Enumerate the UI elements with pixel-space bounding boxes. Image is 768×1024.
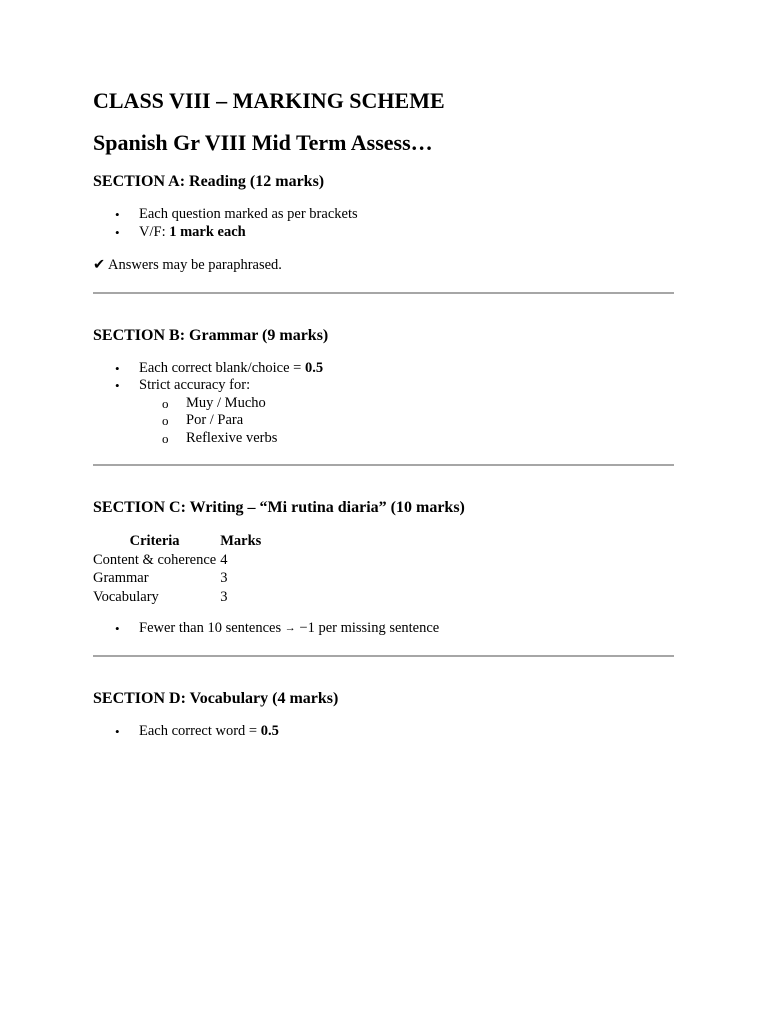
bullet-text: −1 per missing sentence	[295, 620, 440, 637]
check-icon: ✔	[93, 257, 106, 273]
bullet-bold-text: 1 mark each	[169, 223, 246, 240]
table-cell-marks: 4	[220, 551, 228, 568]
sub-list-item: o Por / Para	[186, 412, 674, 430]
section-c-bullet-list	[93, 620, 674, 638]
bullet-text: Each question marked as per brackets	[139, 206, 358, 222]
bullet-text: Fewer than 10 sentences	[139, 620, 285, 637]
criteria-table	[91, 532, 263, 606]
list-item	[139, 723, 674, 741]
bullet-text: Strict accuracy for:	[139, 377, 251, 393]
section-divider	[93, 464, 674, 466]
list-item	[139, 224, 674, 242]
section-divider	[93, 292, 674, 294]
bullet-bold-text: 0.5	[304, 359, 324, 376]
list-item	[139, 620, 674, 638]
section-d	[93, 689, 674, 741]
list-item	[139, 206, 674, 224]
paraphrase-note	[93, 257, 674, 275]
list-item	[139, 377, 674, 447]
sub-list-item: o Muy / Mucho	[186, 395, 674, 413]
table-row	[91, 569, 263, 588]
section-a-bullet-list	[93, 206, 674, 241]
bullet-text: V/F:	[139, 223, 170, 240]
table-cell-marks: 3	[220, 588, 228, 605]
table-header-row	[91, 532, 263, 551]
bullet-text: Each correct word =	[139, 722, 261, 739]
table-cell-criteria: Content & coherence	[93, 551, 217, 568]
table-header-criteria: Criteria	[129, 533, 180, 549]
section-d-heading: SECTION D: Vocabulary (4 marks)	[93, 689, 339, 707]
document-subtitle: Spanish Gr VIII Mid Term Assess…	[93, 130, 433, 155]
arrow-right-icon: →	[284, 622, 296, 634]
table-header-marks: Marks	[220, 533, 262, 549]
list-item	[139, 360, 674, 378]
note-text: Answers may be paraphrased.	[105, 257, 282, 273]
section-c	[93, 498, 674, 638]
bullet-text: Each correct blank/choice =	[139, 359, 305, 376]
section-a	[93, 172, 674, 275]
table-row	[91, 588, 263, 607]
section-d-bullet-list	[93, 723, 674, 741]
section-b-bullet-list	[93, 360, 674, 448]
section-a-heading: SECTION A: Reading (12 marks)	[93, 173, 325, 190]
section-divider	[93, 655, 674, 657]
document-title: CLASS VIII – MARKING SCHEME	[93, 88, 445, 113]
sub-list-item: o Reflexive verbs	[186, 430, 674, 448]
section-b	[93, 326, 674, 448]
accuracy-sub-list	[139, 395, 674, 448]
table-cell-marks: 3	[220, 570, 228, 586]
section-b-heading: SECTION B: Grammar (9 marks)	[93, 326, 329, 344]
table-row	[91, 551, 263, 570]
bullet-bold-text: 0.5	[260, 722, 279, 739]
table-cell-criteria: Vocabulary	[93, 588, 159, 605]
table-cell-criteria: Grammar	[93, 570, 149, 586]
section-c-heading: SECTION C: Writing – “Mi rutina diaria” (10 marks)	[93, 499, 465, 516]
